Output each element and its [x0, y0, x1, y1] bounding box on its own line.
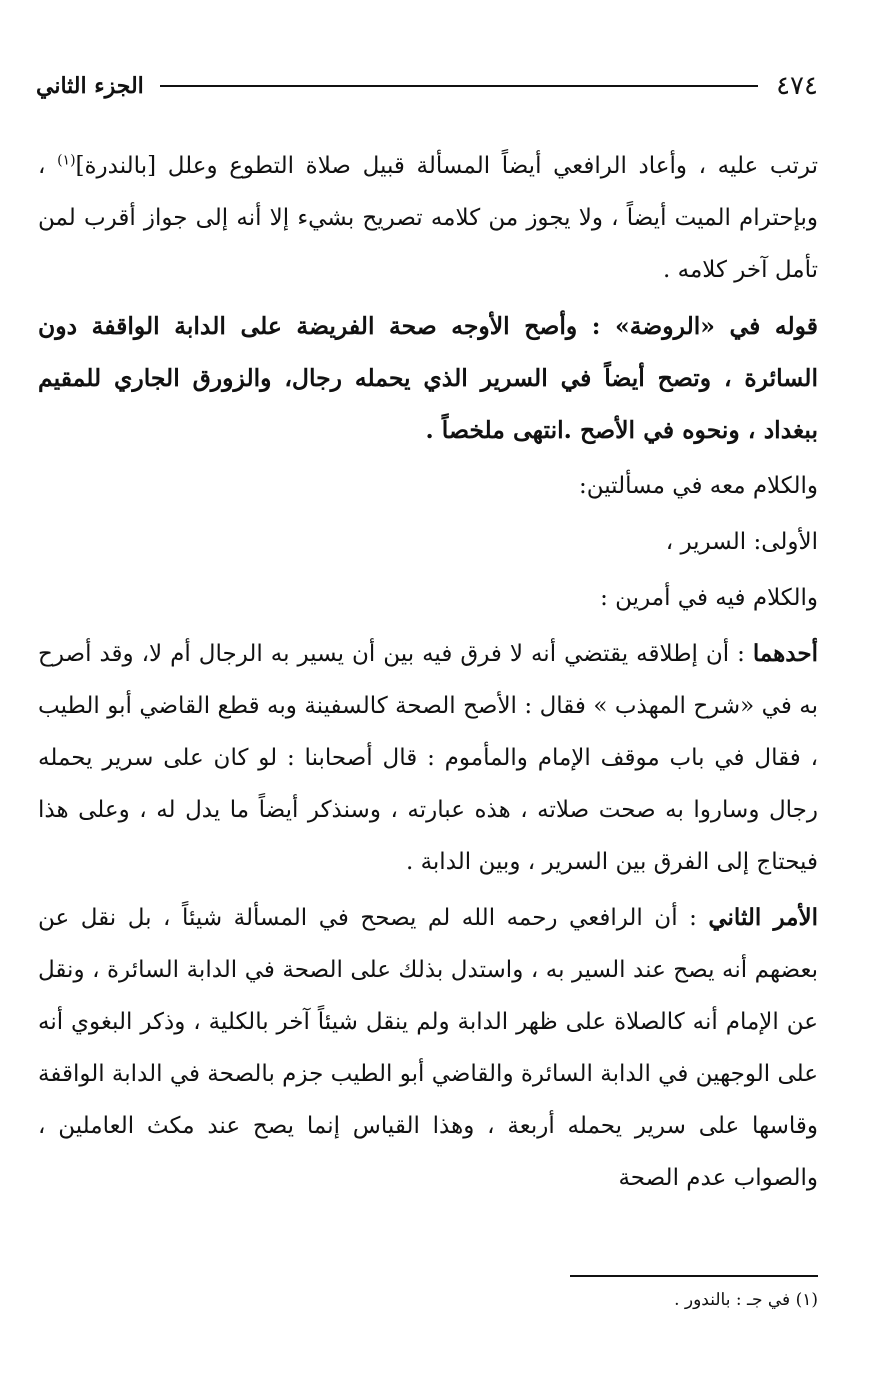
- paragraph-6-lead: أحدهما: [752, 640, 818, 667]
- paragraph-5: والكلام فيه في أمرين :: [600, 585, 818, 611]
- page-number: ٤٧٤: [776, 71, 818, 101]
- running-title: الجزء الثاني: [36, 73, 144, 99]
- body-text: [38, 140, 818, 1208]
- footnote: (١) في جـ : بالندور .: [674, 1290, 818, 1310]
- paragraph-6: [38, 628, 818, 888]
- paragraph-4: الأولى: السرير ،: [665, 529, 818, 555]
- paragraph-7-lead: الأمر الثاني: [708, 904, 818, 931]
- paragraph-1-text-after: ، وبإحترام الميت أيضاً ، ولا يجوز من كلامه تصريح بشيء إلا أنه إلى جواز أقرب لمن تأمل آخر كلامه .: [38, 153, 818, 283]
- paragraph-3: والكلام معه في مسألتين:: [578, 473, 818, 499]
- paragraph-quote: قوله في «الروضة» : وأصح الأوجه صحة الفريضة على الدابة الواقفة دون السائرة ، وتصح أيضاً في السرير الذي يحمله رجال، والزورق الجاري للمقيم ببغداد ، ونحوه في الأصح .انتهى ملخصاً .: [38, 312, 818, 444]
- paragraph-1-text: ترتب عليه ، وأعاد الرافعي أيضاً المسألة قبيل صلاة التطوع وعلل [بالندرة]: [75, 153, 818, 179]
- footnote-ref: (١): [57, 152, 76, 169]
- paragraph-7: [38, 892, 818, 1204]
- page-header: [36, 66, 818, 106]
- paragraph-7-text: : أن الرافعي رحمه الله لم يصحح في المسألة شيئاً ، بل نقل عن بعضهم أنه يصح عند السير به ، واستدل بذلك على الصحة في الدابة السائرة ، ونقل عن الإمام أنه كالصلاة على ظهر الدابة ولم ينقل شيئاً آخر بالكلية ، وذكر البغوي أنه على الوجهين في الدابة السائرة والقاضي أبو الطيب جزم بالصحة في الدابة الواقفة وقاسها على سرير يحمله أربعة ، وهذا القياس إنما يصح عند مكث العاملين ، والصواب عدم الصحة: [37, 905, 819, 1191]
- footnote-rule: [570, 1275, 818, 1277]
- paragraph-6-text: : أن إطلاقه يقتضي أنه لا فرق فيه بين أن يسير به الرجال أم لا، وقد أصرح به في «شرح المهذب » فقال : الأصح الصحة كالسفينة وبه قطع القاضي أبو الطيب ، فقال في باب موقف الإمام والمأموم : قال أصحابنا : لو كان على سرير يحمله رجال وساروا به صحت صلاته ، هذه عبارته ، وسنذكر أيضاً ما يدل له ، وعلى هذا فيحتاج إلى الفرق بين السرير ، وبين الدابة .: [38, 641, 818, 875]
- header-rule: [160, 85, 758, 87]
- paragraph-1: [38, 140, 818, 296]
